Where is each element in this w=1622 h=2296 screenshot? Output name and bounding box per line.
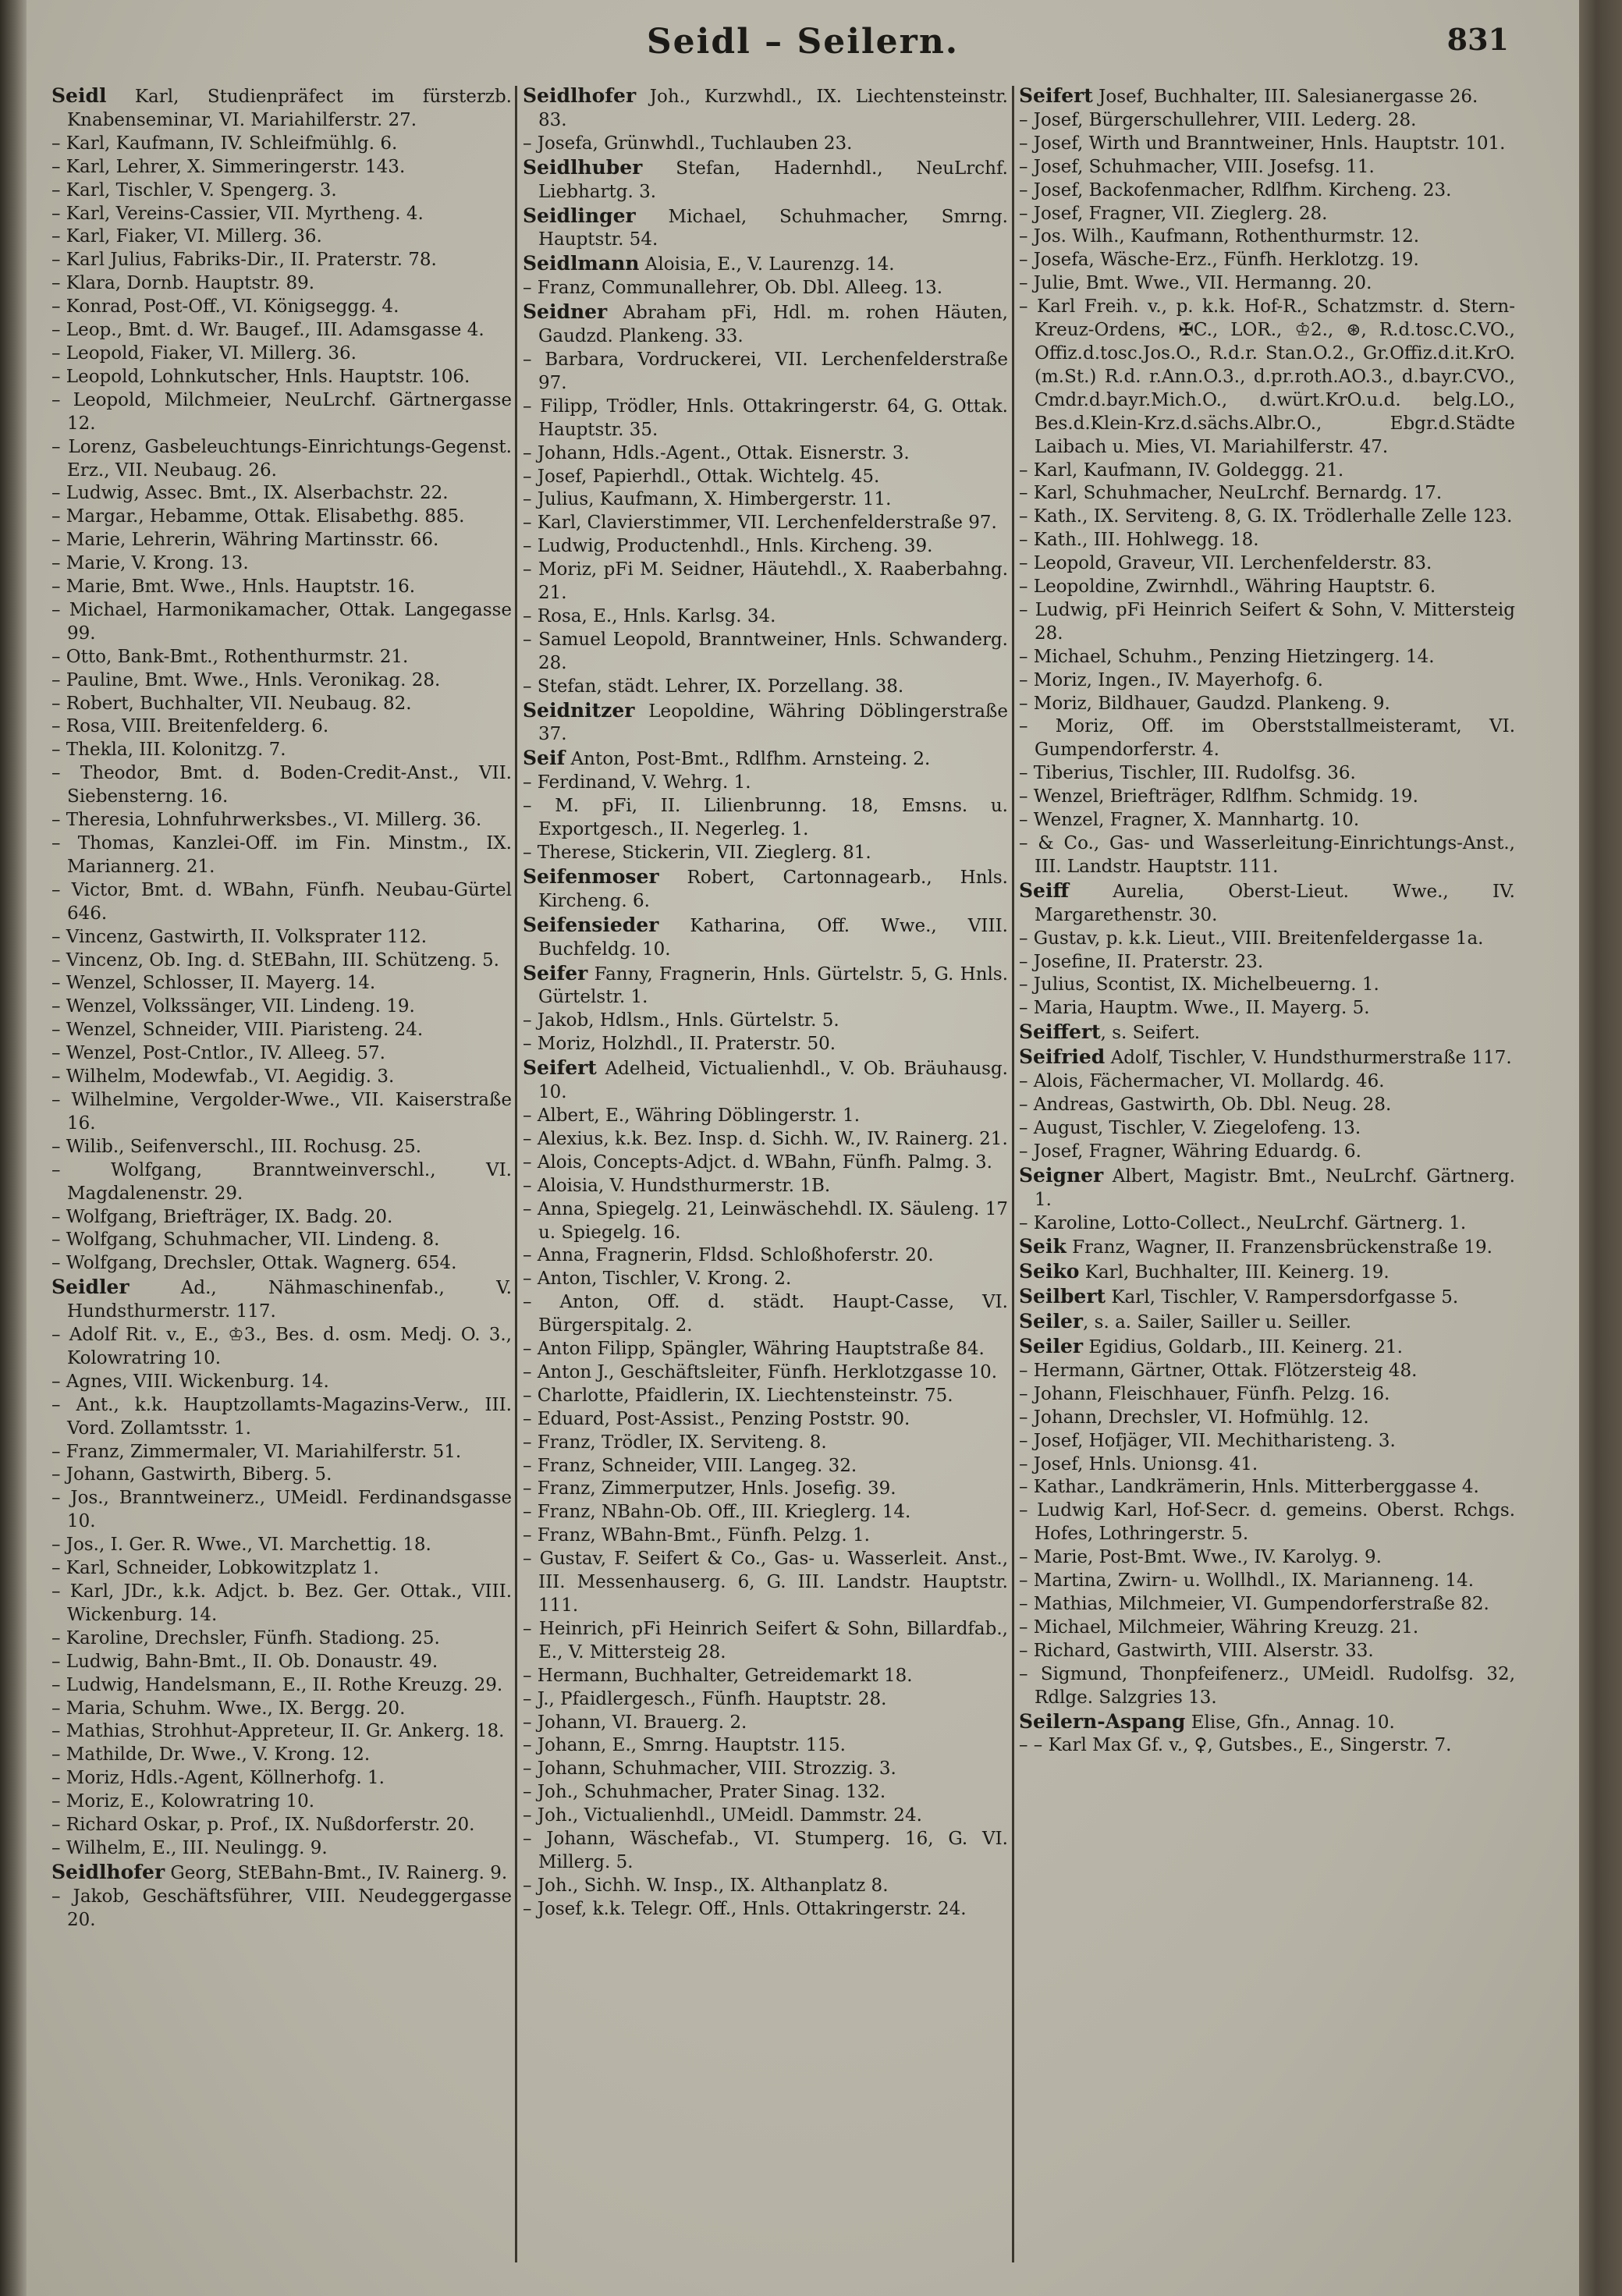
directory-entry: – Moriz, Ingen., IV. Mayerhofg. 6.	[1019, 669, 1323, 690]
directory-entry: – Karl, Schneider, Lobkowitzplatz 1.	[51, 1558, 379, 1579]
directory-entry-surname: Seifer Fanny, Fragnerin, Hnls. Gürtelstr. 5, G. Hnls. Gürtelstr. 1.	[523, 961, 1008, 1008]
directory-entry: – Theresia, Lohnfuhrwerksbes., VI. Millerg. 36.	[51, 810, 482, 831]
directory-entry: – Karl, Tischler, V. Spengerg. 3.	[51, 179, 337, 201]
directory-entry: – Franz, NBahn-Ob. Off., III. Krieglerg. 14.	[523, 1502, 911, 1523]
directory-entry: – & Co., Gas- und Wasserleitung-Einrichtungs-Anst., III. Landstr. Hauptstr. 111.	[1019, 833, 1515, 877]
directory-entry: – Robert, Buchhalter, VII. Neubaug. 82.	[51, 693, 412, 714]
directory-entry: – Anton J., Geschäftsleiter, Fünfh. Herklotzgasse 10.	[523, 1361, 998, 1382]
directory-entry: – Josef, k.k. Telegr. Off., Hnls. Ottakringerstr. 24.	[523, 1898, 967, 1919]
directory-entry: – Agnes, VIII. Wickenburg. 14.	[51, 1371, 329, 1392]
directory-entry-surname: Seiko Karl, Buchhalter, III. Keinerg. 19.	[1019, 1260, 1390, 1283]
directory-entry: – Karl Freih. v., p. k.k. Hof-R., Schatzmstr. d. Stern-Kreuz-Ordens, ✠C., LOR., ♔2., ⊛, R.d.tosc.C.VO., Offiz.d.tosc.Jos.O., R.d.r. Stan.O.2., Gr.Offiz.d.it.KrO.(m.St.) R.d. r.Ann.O.3., d.pr.roth.AO.3., d.bayr.CVO., Cmdr.d.bayr.Mich.O., d.würt.KrO.u.d. belg.LO., Bes.d.Klein-Krz.d.sächs.Albr.O., Ebgr.d.Städte Laibach u. Mies, VI. Mariahilferstr. 47.	[1019, 296, 1515, 457]
directory-entry: – Vincenz, Gastwirth, II. Volksprater 112.	[51, 926, 428, 947]
directory-entry: – Julius, Kaufmann, X. Himbergerstr. 11.	[523, 489, 892, 510]
directory-entry-surname: Seiffert, s. Seifert.	[1019, 1020, 1201, 1044]
directory-entry: – Ludwig, Bahn-Bmt., II. Ob. Donaustr. 49.	[51, 1651, 438, 1672]
page-title: Seidl – Seilern.	[646, 22, 960, 62]
directory-entry: – Tiberius, Tischler, III. Rudolfsg. 36.	[1019, 763, 1356, 784]
directory-entry-surname: Seifert Adelheid, Victualienhdl., V. Ob. Bräuhausg. 10.	[523, 1056, 1008, 1103]
directory-entry: – Jos., Branntweinerz., UMeidl. Ferdinandsgasse 10.	[51, 1488, 512, 1532]
directory-entry: – Joh., Schuhmacher, Prater Sinag. 132.	[523, 1782, 886, 1803]
directory-entry: – Mathias, Milchmeier, VI. Gumpendorferstraße 82.	[1019, 1594, 1489, 1614]
directory-entry: – Franz, Zimmerputzer, Hnls. Josefig. 39.	[523, 1478, 896, 1499]
directory-entry: – Charlotte, Pfaidlerin, IX. Liechtensteinstr. 75.	[523, 1385, 953, 1406]
directory-entry: – Andreas, Gastwirth, Ob. Dbl. Neug. 28.	[1019, 1094, 1392, 1115]
directory-entry: – Moriz, Off. im Oberststallmeisteramt, VI. Gumpendorferstr. 4.	[1019, 716, 1515, 761]
directory-entry: – Thomas, Kanzlei-Off. im Fin. Minstm., IX. Mariannerg. 21.	[51, 833, 512, 877]
directory-entry: – Albert, E., Währing Döblingerstr. 1.	[523, 1105, 861, 1126]
directory-entry-surname: Seik Franz, Wagner, II. Franzensbrückenstraße 19.	[1019, 1235, 1492, 1258]
directory-entry: – Karl, Kaufmann, IV. Goldeggg. 21.	[1019, 460, 1344, 481]
directory-entry: – Karl Julius, Fabriks-Dir., II. Praterstr. 78.	[51, 250, 437, 271]
directory-entry: – Wenzel, Briefträger, Rdlfhm. Schmidg. 19.	[1019, 786, 1418, 807]
directory-entry-surname: Seifenmoser Robert, Cartonnagearb., Hnls. Kircheng. 6.	[523, 864, 1008, 911]
directory-entry: – Josefa, Grünwhdl., Tuchlauben 23.	[523, 133, 853, 154]
directory-entry-surname: Seigner Albert, Magistr. Bmt., NeuLrchf. Gärtnerg. 1.	[1019, 1163, 1515, 1210]
directory-entry: – Josef, Papierhdl., Ottak. Wichtelg. 45.	[523, 466, 880, 487]
directory-entry: – Johann, Wäschefab., VI. Stumperg. 16, G. VI. Millerg. 5.	[523, 1829, 1008, 1872]
directory-entry: – Heinrich, pFi Heinrich Seifert & Sohn, Billardfab., E., V. Mittersteig 28.	[523, 1618, 1008, 1663]
directory-entry: – Wolfgang, Drechsler, Ottak. Wagnerg. 654.	[51, 1253, 457, 1274]
directory-entry: – Jos. Wilh., Kaufmann, Rothenthurmstr. 12.	[1019, 226, 1420, 247]
directory-entry: – Julie, Bmt. Wwe., VII. Hermanng. 20.	[1019, 273, 1372, 294]
directory-entry: – Josef, Fragner, Währing Eduardg. 6.	[1019, 1141, 1361, 1162]
directory-entry-surname: Seidl Karl, Studienpräfect im fürsterzb. Knabenseminar, VI. Mariahilferstr. 27.	[51, 84, 512, 130]
directory-entry: – Kathar., Landkrämerin, Hnls. Mitterberggasse 4.	[1019, 1477, 1479, 1498]
directory-entry: – Klara, Dornb. Hauptstr. 89.	[51, 273, 315, 294]
directory-entry: – Leopold, Graveur, VII. Lerchenfelderstr. 83.	[1019, 553, 1432, 574]
page-number: 831	[1446, 22, 1509, 57]
directory-entry: – Johann, Schuhmacher, VIII. Strozzig. 3.	[523, 1758, 896, 1780]
directory-entry: – Thekla, III. Kolonitzg. 7.	[51, 740, 286, 761]
directory-entry: – Moriz, Hdls.-Agent, Köllnerhofg. 1.	[51, 1768, 385, 1789]
directory-entry: – Josef, Schuhmacher, VIII. Josefsg. 11.	[1019, 156, 1375, 177]
directory-column-2	[523, 84, 1008, 2276]
directory-entry: – Mathias, Strohhut-Appreteur, II. Gr. Ankerg. 18.	[51, 1721, 505, 1742]
running-header	[27, 19, 1579, 73]
directory-entry: – Ferdinand, V. Wehrg. 1.	[523, 772, 751, 793]
directory-entry: – Wenzel, Volkssänger, VII. Lindeng. 19.	[51, 996, 415, 1017]
directory-entry: – Franz, WBahn-Bmt., Fünfh. Pelzg. 1.	[523, 1525, 870, 1546]
directory-entry: – Wenzel, Fragner, X. Mannhartg. 10.	[1019, 810, 1360, 831]
directory-entry: – Joh., Sichh. W. Insp., IX. Althanplatz 8.	[523, 1875, 889, 1896]
directory-entry: – Leopold, Lohnkutscher, Hnls. Hauptstr. 106.	[51, 366, 470, 387]
directory-entry: – Ludwig, Productenhdl., Hnls. Kircheng. 39.	[523, 536, 933, 557]
directory-entry-surname: Seidlhofer Georg, StEBahn-Bmt., IV. Rainerg. 9.	[51, 1860, 508, 1883]
directory-entry: – Wolfgang, Schuhmacher, VII. Lindeng. 8.	[51, 1230, 440, 1251]
directory-entry: – Ludwig Karl, Hof-Secr. d. gemeins. Oberst. Rchgs. Hofes, Lothringerstr. 5.	[1019, 1500, 1515, 1545]
directory-entry: – Karl, Vereins-Cassier, VII. Myrtheng. 4.	[51, 203, 424, 224]
directory-entry: – Gustav, p. k.k. Lieut., VIII. Breitenfeldergasse 1a.	[1019, 928, 1484, 949]
directory-entry-surname: Seif Anton, Post-Bmt., Rdlfhm. Arnsteing. 2.	[523, 747, 931, 770]
directory-entry-surname: Seidnitzer Leopoldine, Währing Döblingerstraße 37.	[523, 698, 1008, 745]
directory-entry: – Ludwig, Assec. Bmt., IX. Alserbachstr. 22.	[51, 483, 449, 504]
directory-entry: – Karl, Fiaker, VI. Millerg. 36.	[51, 226, 322, 247]
directory-entry: – Franz, Trödler, IX. Serviteng. 8.	[523, 1432, 827, 1453]
directory-entry: – Moriz, Holzhdl., II. Praterstr. 50.	[523, 1034, 836, 1055]
directory-entry-surname: Seidler Ad., Nähmaschinenfab., V. Hundsthurmerstr. 117.	[51, 1276, 512, 1322]
directory-entry: – Ant., k.k. Hauptzollamts-Magazins-Verw., III. Vord. Zollamtsstr. 1.	[51, 1394, 512, 1439]
directory-entry: – Therese, Stickerin, VII. Zieglerg. 81.	[523, 843, 871, 863]
directory-entry: – Franz, Schneider, VIII. Langeg. 32.	[523, 1455, 857, 1476]
directory-entry: – Johann, Hdls.-Agent., Ottak. Eisnerstr. 3.	[523, 442, 910, 463]
directory-column-1	[51, 84, 512, 2276]
directory-entry: – Jos., I. Ger. R. Wwe., VI. Marchettig. 18.	[51, 1535, 431, 1556]
directory-entry: – Samuel Leopold, Branntweiner, Hnls. Schwanderg. 28.	[523, 629, 1008, 673]
directory-entry: – Johann, Gastwirth, Biberg. 5.	[51, 1464, 332, 1485]
directory-entry: – Karl, Lehrer, X. Simmeringerstr. 143.	[51, 156, 406, 177]
directory-entry: – Hermann, Buchhalter, Getreidemarkt 18.	[523, 1665, 913, 1686]
directory-entry: – Jakob, Hdlsm., Hnls. Gürtelstr. 5.	[523, 1010, 839, 1031]
directory-entry: – Wolfgang, Briefträger, IX. Badg. 20.	[51, 1206, 393, 1227]
directory-entry-surname: Seifert Josef, Buchhalter, III. Salesianergasse 26.	[1019, 84, 1478, 107]
directory-entry: – Josefine, II. Praterstr. 23.	[1019, 951, 1264, 972]
directory-entry: – Johann, Drechsler, VI. Hofmühlg. 12.	[1019, 1407, 1369, 1428]
directory-entry: – Maria, Hauptm. Wwe., II. Mayerg. 5.	[1019, 998, 1370, 1019]
directory-entry-surname: Seiff Aurelia, Oberst-Lieut. Wwe., IV. Margarethenstr. 30.	[1019, 878, 1515, 925]
directory-entry: – Michael, Harmonikamacher, Ottak. Langegasse 99.	[51, 599, 512, 644]
directory-entry: – Wilhelmine, Vergolder-Wwe., VII. Kaiserstraße 16.	[51, 1089, 512, 1134]
directory-entry-surname: Seilern-Aspang Elise, Gfn., Annag. 10.	[1019, 1709, 1395, 1733]
directory-entry: – Pauline, Bmt. Wwe., Hnls. Veronikag. 28.	[51, 669, 441, 690]
directory-entry: – Sigmund, Thonpfeifenerz., UMeidl. Rudolfsg. 32, Rdlge. Salzgries 13.	[1019, 1663, 1515, 1708]
directory-entry: – Karoline, Lotto-Collect., NeuLrchf. Gärtnerg. 1.	[1019, 1212, 1467, 1233]
directory-entry: – Michael, Milchmeier, Währing Kreuzg. 21.	[1019, 1616, 1419, 1638]
directory-entry: – Leopoldine, Zwirnhdl., Währing Hauptstr. 6.	[1019, 577, 1436, 598]
directory-entry: – Josefa, Wäsche-Erz., Fünfh. Herklotzg. 19.	[1019, 250, 1419, 271]
directory-entry: – Karoline, Drechsler, Fünfh. Stadiong. 25.	[51, 1627, 440, 1648]
directory-entry: – Marie, Bmt. Wwe., Hnls. Hauptstr. 16.	[51, 577, 416, 598]
directory-entry: – Leopold, Fiaker, VI. Millerg. 36.	[51, 342, 357, 364]
directory-entry: – Johann, E., Smrng. Hauptstr. 115.	[523, 1735, 846, 1756]
directory-entry: – Anna, Fragnerin, Fldsd. Schloßhoferstr. 20.	[523, 1245, 934, 1266]
directory-entry: – Josef, Wirth und Branntweiner, Hnls. Hauptstr. 101.	[1019, 133, 1506, 154]
directory-entry-surname: Seidlhuber Stefan, Hadernhdl., NeuLrchf. Liebhartg. 3.	[523, 155, 1008, 202]
directory-entry-surname: Seidlinger Michael, Schuhmacher, Smrng. Hauptstr. 54.	[523, 204, 1008, 250]
directory-entry: – Anna, Spiegelg. 21, Leinwäschehdl. IX. Säuleng. 17 u. Spiegelg. 16.	[523, 1198, 1008, 1243]
directory-entry: – Wolfgang, Branntweinverschl., VI. Magdalenenstr. 29.	[51, 1159, 512, 1204]
directory-entry: – Ludwig, Handelsmann, E., II. Rothe Kreuzg. 29.	[51, 1674, 503, 1695]
directory-entry: – Rosa, VIII. Breitenfelderg. 6.	[51, 716, 329, 737]
directory-entry: – Wilhelm, E., III. Neulingg. 9.	[51, 1837, 328, 1858]
directory-entry: – J., Pfaidlergesch., Fünfh. Hauptstr. 28.	[523, 1688, 887, 1709]
directory-entry: – Franz, Communallehrer, Ob. Dbl. Alleeg. 13.	[523, 278, 943, 299]
directory-entry: – Julius, Scontist, IX. Michelbeuerng. 1.	[1019, 974, 1379, 995]
directory-entry: – Victor, Bmt. d. WBahn, Fünfh. Neubau-Gürtel 646.	[51, 879, 512, 924]
directory-entry: – Johann, Fleischhauer, Fünfh. Pelzg. 16.	[1019, 1383, 1390, 1404]
directory-entry: – Eduard, Post-Assist., Penzing Poststr. 90.	[523, 1408, 910, 1429]
directory-entry-surname: Seilbert Karl, Tischler, V. Rampersdorfgasse 5.	[1019, 1285, 1459, 1308]
directory-entry: – Karl, JDr., k.k. Adjct. b. Bez. Ger. Ottak., VIII. Wickenburg. 14.	[51, 1581, 512, 1625]
directory-entry: – – Karl Max Gf. v., ♀, Gutsbes., E., Singerstr. 7.	[1019, 1735, 1452, 1756]
directory-entry: – Leop., Bmt. d. Wr. Baugef., III. Adamsgasse 4.	[51, 320, 484, 341]
directory-entry: – Mathilde, Dr. Wwe., V. Krong. 12.	[51, 1744, 371, 1765]
directory-entry-surname: Seidlmann Aloisia, E., V. Laurenzg. 14.	[523, 252, 895, 275]
page-edge-shadow	[1579, 0, 1622, 2296]
directory-entry: – Jakob, Geschäftsführer, VIII. Neudeggergasse 20.	[51, 1886, 512, 1930]
directory-entry: – Franz, Zimmermaler, VI. Mariahilferstr. 51.	[51, 1441, 462, 1462]
directory-entry: – Adolf Rit. v., E., ♔3., Bes. d. osm. Medj. O. 3., Kolowratring 10.	[51, 1325, 512, 1368]
directory-entry: – Rosa, E., Hnls. Karlsg. 34.	[523, 605, 776, 626]
directory-entry: – Karl, Clavierstimmer, VII. Lerchenfelderstraße 97.	[523, 513, 997, 534]
directory-entry: – Josef, Hnls. Unionsg. 41.	[1019, 1453, 1258, 1474]
directory-entry: – Wilhelm, Modewfab., VI. Aegidig. 3.	[51, 1066, 395, 1088]
directory-entry: – Moriz, pFi M. Seidner, Häutehdl., X. Raaberbahng. 21.	[523, 559, 1008, 604]
directory-entry: – Aloisia, V. Hundsthurmerstr. 1B.	[523, 1175, 831, 1196]
directory-entry: – Hermann, Gärtner, Ottak. Flötzersteig 48.	[1019, 1360, 1418, 1381]
directory-entry: – Konrad, Post-Off., VI. Königseggg. 4.	[51, 296, 399, 318]
directory-entry: – Johann, VI. Brauerg. 2.	[523, 1712, 747, 1733]
directory-entry: – Kath., IX. Serviteng. 8, G. IX. Trödlerhalle Zelle 123.	[1019, 506, 1513, 527]
directory-entry: – Kath., III. Hohlwegg. 18.	[1019, 530, 1259, 551]
directory-entry: – Alexius, k.k. Bez. Insp. d. Sichh. W., IV. Rainerg. 21.	[523, 1128, 1008, 1149]
directory-entry: – Filipp, Trödler, Hnls. Ottakringerstr. 64, G. Ottak. Hauptstr. 35.	[523, 396, 1008, 440]
directory-entry: – Martina, Zwirn- u. Wollhdl., IX. Marianneng. 14.	[1019, 1570, 1475, 1592]
directory-entry: – Vincenz, Ob. Ing. d. StEBahn, III. Schützeng. 5.	[51, 949, 499, 971]
column-rule-right	[1012, 86, 1014, 2262]
directory-entry: – Barbara, Vordruckerei, VII. Lerchenfelderstraße 97.	[523, 349, 1008, 393]
directory-entry: – Wenzel, Schlosser, II. Mayerg. 14.	[51, 973, 376, 994]
directory-entry: – Ludwig, pFi Heinrich Seifert & Sohn, V. Mittersteig 28.	[1019, 599, 1515, 644]
directory-entry: – Josef, Bürgerschullehrer, VIII. Lederg. 28.	[1019, 109, 1417, 130]
column-rule-left	[515, 86, 517, 2262]
directory-entry: – Richard Oskar, p. Prof., IX. Nußdorferstr. 20.	[51, 1815, 475, 1836]
directory-entry: – Josef, Hofjäger, VII. Mechitharisteng. 3.	[1019, 1430, 1396, 1451]
directory-entry-surname: Seiler Egidius, Goldarb., III. Keinerg. 21.	[1019, 1335, 1403, 1358]
directory-entry: – Wenzel, Post-Cntlor., IV. Alleeg. 57.	[51, 1043, 385, 1064]
directory-entry-surname: Seidner Abraham pFi, Hdl. m. rohen Häuten, Gaudzd. Plankeng. 33.	[523, 300, 1008, 347]
directory-entry: – Margar., Hebamme, Ottak. Elisabethg. 885.	[51, 506, 465, 527]
directory-entry: – Moriz, Bildhauer, Gaudzd. Plankeng. 9.	[1019, 693, 1390, 714]
directory-entry: – Moriz, E., Kolowratring 10.	[51, 1791, 315, 1812]
directory-entry: – Josef, Backofenmacher, Rdlfhm. Kircheng. 23.	[1019, 179, 1452, 201]
book-spine-shadow	[0, 0, 27, 2296]
directory-entry: – Michael, Schuhm., Penzing Hietzingerg. 14.	[1019, 646, 1435, 667]
directory-entry: – Stefan, städt. Lehrer, IX. Porzellang. 38.	[523, 676, 904, 697]
directory-entry: – Anton, Off. d. städt. Haupt-Casse, VI. Bürgerspitalg. 2.	[523, 1292, 1008, 1336]
directory-column-3	[1019, 84, 1515, 2276]
directory-entry-surname: Seifensieder Katharina, Off. Wwe., VIII. Buchfeldg. 10.	[523, 913, 1008, 960]
directory-entry: – Lorenz, Gasbeleuchtungs-Einrichtungs-Gegenst. Erz., VII. Neubaug. 26.	[51, 436, 512, 481]
directory-entry: – M. pFi, II. Lilienbrunng. 18, Emsns. u. Exportgesch., II. Negerleg. 1.	[523, 796, 1008, 840]
directory-entry: – August, Tischler, V. Ziegelofeng. 13.	[1019, 1117, 1361, 1138]
directory-entry: – Marie, Lehrerin, Währing Martinsstr. 66.	[51, 530, 439, 551]
directory-entry-surname: Seiler, s. a. Sailer, Sailler u. Seiller.	[1019, 1310, 1352, 1333]
directory-entry: – Wilib., Seifenverschl., III. Rochusg. 25.	[51, 1136, 422, 1157]
directory-entry: – Josef, Fragner, VII. Zieglerg. 28.	[1019, 203, 1328, 224]
directory-entry-surname: Seidlhofer Joh., Kurzwhdl., IX. Liechtensteinstr. 83.	[523, 84, 1008, 130]
directory-entry: – Richard, Gastwirth, VIII. Alserstr. 33.	[1019, 1640, 1374, 1661]
directory-entry: – Gustav, F. Seifert & Co., Gas- u. Wasserleit. Anst., III. Messenhauserg. 6, G. III. Landstr. Hauptstr. 111.	[523, 1549, 1008, 1616]
directory-entry: – Anton Filipp, Spängler, Währing Hauptstraße 84.	[523, 1339, 985, 1360]
directory-entry: – Alois, Fächermacher, VI. Mollardg. 46.	[1019, 1071, 1385, 1092]
directory-entry: – Maria, Schuhm. Wwe., IX. Bergg. 20.	[51, 1698, 406, 1719]
directory-entry: – Alois, Concepts-Adjct. d. WBahn, Fünfh. Palmg. 3.	[523, 1152, 992, 1173]
directory-entry: – Wenzel, Schneider, VIII. Piaristeng. 24.	[51, 1020, 424, 1041]
directory-entry: – Marie, V. Krong. 13.	[51, 553, 249, 574]
directory-entry: – Leopold, Milchmeier, NeuLrchf. Gärtnergasse 12.	[51, 389, 512, 434]
directory-entry: – Otto, Bank-Bmt., Rothenthurmstr. 21.	[51, 646, 409, 667]
directory-entry: – Joh., Victualienhdl., UMeidl. Dammstr. 24.	[523, 1805, 922, 1826]
directory-entry: – Theodor, Bmt. d. Boden-Credit-Anst., VII. Siebensterng. 16.	[51, 763, 512, 807]
directory-entry: – Karl, Kaufmann, IV. Schleifmühlg. 6.	[51, 133, 398, 154]
directory-entry: – Anton, Tischler, V. Krong. 2.	[523, 1269, 792, 1290]
directory-entry: – Karl, Schuhmacher, NeuLrchf. Bernardg. 17.	[1019, 483, 1443, 504]
directory-entry: – Marie, Post-Bmt. Wwe., IV. Karolyg. 9.	[1019, 1547, 1382, 1568]
directory-entry-surname: Seifried Adolf, Tischler, V. Hundsthurmerstraße 117.	[1019, 1045, 1512, 1069]
